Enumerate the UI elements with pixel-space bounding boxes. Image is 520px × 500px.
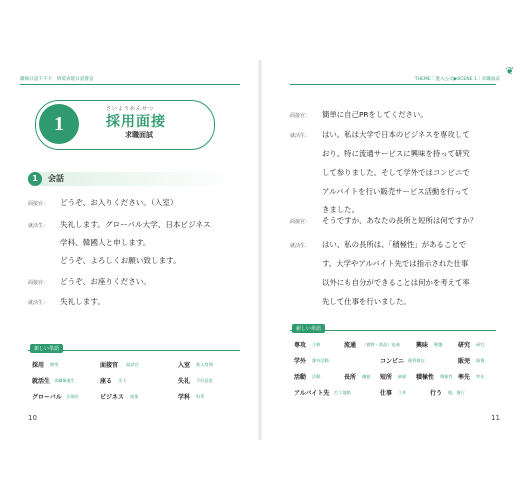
vocab-meaning: 坐下: [118, 378, 127, 383]
vocab-word: 失礼: [178, 378, 191, 385]
leaf-icon: ❦: [505, 66, 514, 77]
vocab-meaning: 全球的: [66, 394, 79, 399]
lesson-title-box: [35, 100, 215, 150]
lesson-number: 1: [39, 104, 79, 144]
vocab-word: 座る: [100, 378, 113, 385]
vocab-word: 学科: [178, 394, 191, 401]
vocab-word: コンビニ: [380, 358, 405, 365]
vocab-meaning: 缺點: [398, 374, 407, 379]
vocab-meaning: 做、進行: [448, 390, 465, 395]
vocab-box: [290, 326, 496, 405]
vocab-word: 研究: [458, 342, 471, 349]
running-header-left: 職場日語千千卡 情境表現日語會話: [20, 77, 94, 82]
vocab-meaning: 率先: [476, 374, 485, 379]
running-header-right: THEME｜進入公司▶SCENE 1｜求職面試: [414, 77, 500, 82]
vocab-word: 活動: [294, 374, 307, 381]
vocab-heading: 新しい単語: [292, 324, 325, 333]
speaker-label: 面接官：: [290, 219, 311, 225]
vocab-word: 就活生: [32, 378, 51, 385]
section-label: 会話: [48, 174, 64, 183]
dialogue-line: 失礼します。: [60, 297, 105, 306]
vocab-meaning: 不好意思: [196, 378, 213, 383]
dialogue-line: す。大学やアルバイト先では指示された仕事: [322, 259, 469, 268]
vocab-word: 積極性: [416, 374, 435, 381]
vocab-meaning: 科系: [196, 394, 205, 399]
header-rule: [20, 84, 240, 85]
dialogue-line: 学科、韓國人と申します。: [60, 238, 151, 247]
speaker-label: 就活生：: [28, 223, 49, 229]
lesson-subtitle: 求職面試: [125, 131, 153, 139]
vocab-word: 行う: [430, 390, 443, 397]
vocab-word: アルバイト先: [294, 390, 330, 397]
vocab-meaning: 興趣: [434, 342, 443, 347]
vocab-box: [28, 346, 240, 407]
right-page: [260, 0, 520, 500]
section-number: 1: [28, 172, 42, 186]
vocab-word: 面接官: [100, 362, 119, 369]
page-number-left: 10: [28, 414, 37, 422]
vocab-meaning: 打工地點: [334, 390, 351, 395]
page-number-right: 11: [491, 414, 500, 422]
speaker-label: 就活生：: [290, 133, 311, 139]
vocab-meaning: 進入房間: [196, 362, 213, 367]
dialogue-line: 失礼します。グローバル大学、日本ビジネス: [60, 220, 211, 229]
section-heading: [28, 172, 240, 186]
vocab-meaning: 工作: [398, 390, 407, 395]
vocab-meaning: 研究: [476, 342, 485, 347]
title-ruby: さいようめんせつ: [106, 106, 155, 112]
vocab-word: 率先: [458, 374, 471, 381]
vocab-word: 興味: [416, 342, 429, 349]
vocab-word: 販売: [458, 358, 471, 365]
vocab-meaning: 聘用: [50, 362, 59, 367]
dialogue-line: どうぞ、お入りください。（入室）: [60, 198, 178, 207]
dialogue-line: きました。: [322, 205, 359, 214]
vocab-meaning: （貨物・商品）流通: [362, 342, 400, 347]
vocab-word: 専攻: [294, 342, 307, 349]
vocab-word: 学外: [294, 358, 307, 365]
vocab-word: 長所: [344, 374, 357, 381]
dialogue-line: はい。私は大学で日本のビジネスを専攻して: [322, 130, 470, 139]
dialogue-line: 簡単に自己PRをしてください。: [322, 110, 428, 119]
vocab-word: 採用: [32, 362, 45, 369]
dialogue-line: そうですか、あなたの長所と短所は何ですか？: [322, 216, 478, 225]
speaker-label: 面接官：: [28, 201, 49, 207]
vocab-meaning: 便利商店: [408, 358, 425, 363]
vocab-meaning: 優點: [362, 374, 371, 379]
vocab-meaning: 主修: [312, 342, 321, 347]
vocab-meaning: 商業: [130, 394, 139, 399]
speaker-label: 就活生：: [290, 243, 311, 249]
vocab-word: 短所: [380, 374, 393, 381]
vocab-word: 入室: [178, 362, 191, 369]
speaker-label: 就活生：: [28, 300, 49, 306]
vocab-word: グローバル: [32, 394, 62, 401]
vocab-meaning: 活動: [312, 374, 321, 379]
vocab-meaning: 積極性: [440, 374, 453, 379]
vocab-word: 仕事: [380, 390, 393, 397]
header-rule: [290, 84, 496, 85]
dialogue-line: して参りました。そして学外ではコンビニで: [322, 168, 470, 177]
vocab-meaning: 課外活動: [312, 358, 329, 363]
dialogue-line: おり、特に流通サービスに興味を持って研究: [322, 149, 470, 158]
speaker-label: 面接官：: [290, 113, 311, 119]
lesson-title: 採用面接: [106, 114, 166, 130]
vocab-word: 流通: [344, 342, 357, 349]
speaker-label: 面接官：: [28, 280, 49, 286]
dialogue-line: アルバイトを行い販売サービス活動を行って: [322, 187, 470, 196]
dialogue-line: はい、私の長所は、「積極性」があることで: [322, 240, 467, 249]
vocab-heading: 新しい単語: [30, 344, 63, 353]
vocab-word: ビジネス: [100, 394, 124, 401]
dialogue-line: どうぞ、よろしくお願い致します。: [60, 256, 181, 265]
vocab-meaning: 求職畢業生: [54, 378, 75, 383]
dialogue-line: 以外にも自分ができることは何かを考えて率: [322, 278, 470, 287]
dialogue-line: 先して仕事を行いました。: [322, 297, 411, 306]
vocab-meaning: 販賣: [476, 358, 485, 363]
dialogue-line: どうぞ、お座りください。: [60, 277, 151, 286]
vocab-meaning: 面試官: [126, 362, 139, 367]
